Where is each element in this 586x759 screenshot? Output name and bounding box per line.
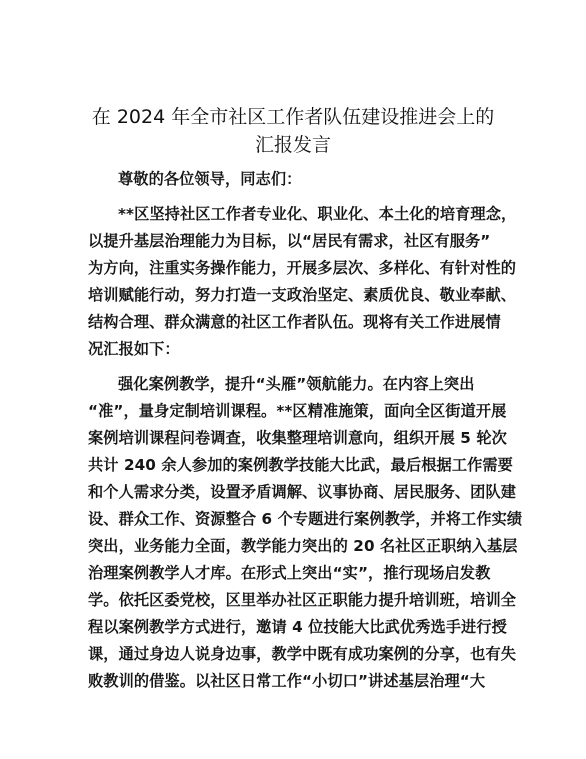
document-title-line-1: 在 2024 年全市社区工作者队伍建设推进会上的 [91,106,495,128]
paragraph-line: 况汇报如下： [88,340,180,358]
document-title-line-2: 汇报发言 [254,134,331,156]
paragraph-line: 程以案例教学方式进行，邀请 4 位技能大比武优秀选手进行授 [88,618,507,636]
paragraph-line: 设、群众工作、资源整合 6 个专题进行案例教学，并将工作实绩 [88,510,523,528]
paragraph-line: 强化案例教学，提升“头雁”领航能力。在内容上突出 [118,375,475,393]
paragraph-line: 学。依托区委党校，区里举办社区正职能力提升培训班，培训全 [88,591,517,609]
paragraph-line: “准”，量身定制培训课程。**区精准施策，面向全区街道开展 [88,402,507,420]
paragraph-line: 为方向，注重实务操作能力，开展多层次、多样化、有针对性的 [88,259,517,277]
salutation: 尊敬的各位领导，同志们： [118,170,302,188]
paragraph-line: 课，通过身边人说身边事，教学中既有成功案例的分享，也有失 [88,645,517,663]
paragraph-line: 败教训的借鉴。以社区日常工作“小切口”讲述基层治理“大 [88,672,486,690]
paragraph-line: 结构合理、群众满意的社区工作者队伍。现将有关工作进展情 [88,313,501,331]
paragraph-line: 和个人需求分类，设置矛盾调解、议事协商、居民服务、团队建 [88,483,517,501]
paragraph-line: 共计 240 余人参加的案例教学技能大比武，最后根据工作需要 [88,456,513,474]
paragraph-line: 案例培训课程问卷调查，收集整理培训意向，组织开展 5 轮次 [88,429,507,447]
paragraph-line: 治理案例教学人才库。在形式上突出“实”，推行现场启发教 [88,564,491,582]
paragraph-line: **区坚持社区工作者专业化、职业化、本土化的培育理念， [118,205,517,223]
paragraph-line: 培训赋能行动，努力打造一支政治坚定、素质优良、敬业奉献、 [88,286,517,304]
paragraph-line: 突出，业务能力全面，教学能力突出的 20 名社区正职纳入基层 [88,537,518,555]
paragraph-line: 以提升基层治理能力为目标，以“居民有需求，社区有服务” [88,232,491,250]
